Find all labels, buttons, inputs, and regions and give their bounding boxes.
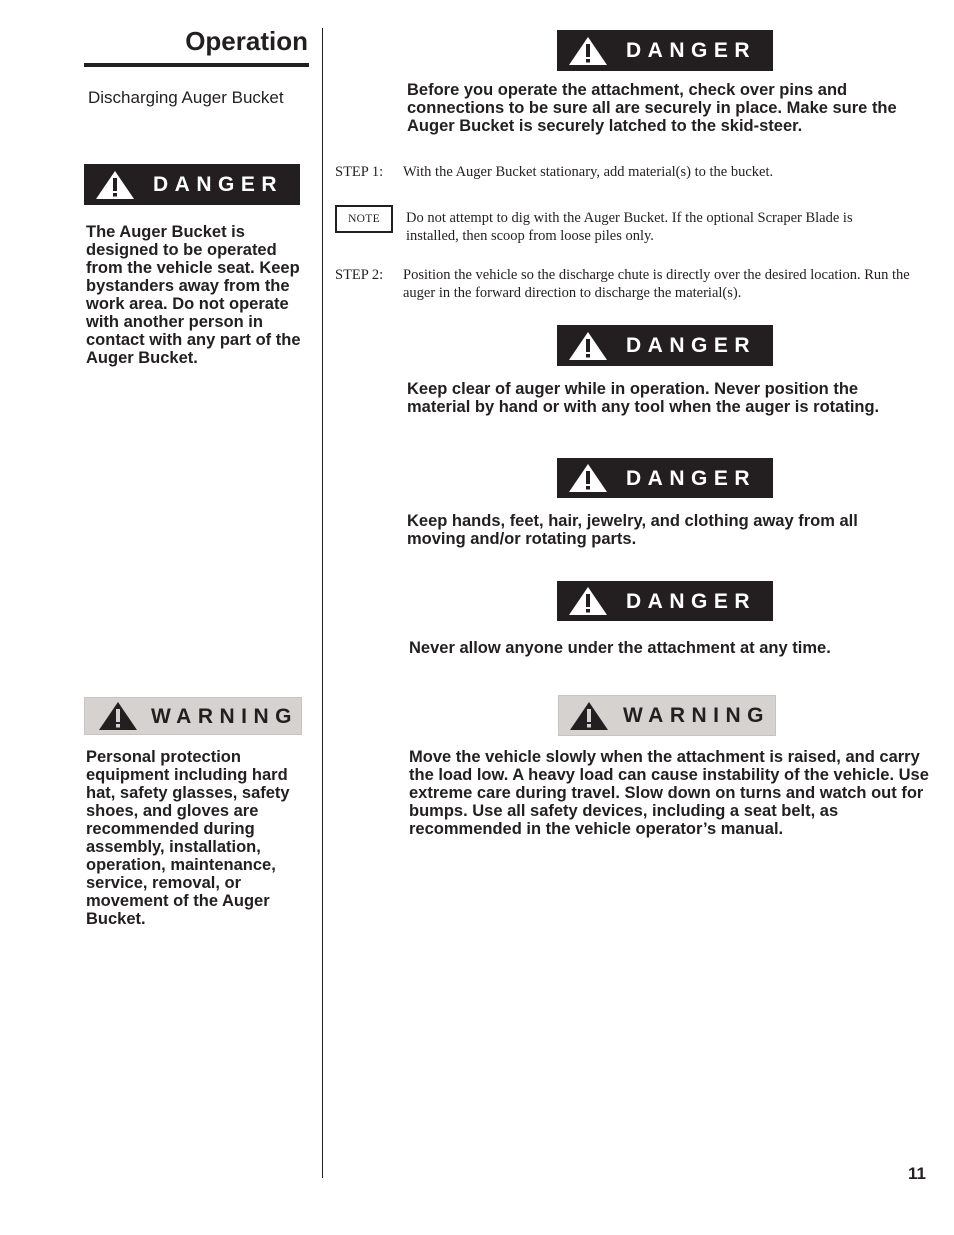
exclamation-triangle-icon <box>568 586 608 616</box>
step-1-text: With the Auger Bucket stationary, add material(s) to the bucket. <box>403 164 774 180</box>
warning-label: WARNING <box>623 704 770 727</box>
exclamation-triangle-icon <box>95 170 135 200</box>
warning-text-left: Personal protection equipment including hard hat, safety glasses, safety shoes, and gloves are recommended during assembly, installation, operation, maintenance, service, removal, or movement of the Auger Bucket. <box>86 748 290 928</box>
step-1-label: STEP 1: <box>335 164 384 180</box>
danger-label: DANGER <box>626 334 757 357</box>
warning-label: WARNING <box>151 704 298 728</box>
warning-sign-left <box>84 697 302 735</box>
section-subtitle: Discharging Auger Bucket <box>88 88 284 107</box>
danger-label: DANGER <box>626 589 757 613</box>
title-rule <box>84 63 309 67</box>
note-badge: NOTE <box>335 205 393 233</box>
exclamation-triangle-icon <box>568 331 608 361</box>
danger-text-1: Before you operate the attachment, check over pins and connections to be sure all are securely in place. Make sure the Auger Bucket is securely latched to the skid-steer. <box>407 81 897 135</box>
page-title: Operation <box>185 26 308 56</box>
danger-label: DANGER <box>153 173 284 196</box>
danger-sign-1 <box>557 30 773 71</box>
step-2-label: STEP 2: <box>335 267 384 283</box>
danger-sign-2 <box>557 325 773 366</box>
danger-label: DANGER <box>626 39 757 62</box>
danger-text-3: Keep hands, feet, hair, jewelry, and clothing away from all moving and/or rotating parts. <box>407 512 858 548</box>
danger-sign-3 <box>557 458 773 498</box>
exclamation-triangle-icon <box>569 701 609 731</box>
danger-text-left: The Auger Bucket is designed to be operated from the vehicle seat. Keep bystanders away from the work area. Do not operate with another person in contact with any part of the Auger Bucket. <box>86 223 301 367</box>
exclamation-triangle-icon <box>98 701 138 731</box>
danger-sign-left <box>84 164 300 205</box>
exclamation-triangle-icon <box>568 36 608 66</box>
step-2-text: Position the vehicle so the discharge chute is directly over the desired location. Run the auger in the forward direction to discharge the material(s). <box>403 267 910 301</box>
warning-text-1: Move the vehicle slowly when the attachment is raised, and carry the load low. A heavy load can cause instability of the vehicle. Use extreme care during travel. Slow down on turns and watch out for bumps. Use all safety devices, including a seat belt, as recommended in the vehicle operator’s manual. <box>409 748 929 838</box>
page-number: 11 <box>908 1164 926 1183</box>
note-text: Do not attempt to dig with the Auger Bucket. If the optional Scraper Blade is installed, then scoop from loose piles only. <box>406 210 853 244</box>
danger-text-4: Never allow anyone under the attachment at any time. <box>409 639 831 657</box>
column-divider <box>322 28 323 1178</box>
danger-label: DANGER <box>626 466 757 490</box>
exclamation-triangle-icon <box>568 463 608 493</box>
danger-sign-4 <box>557 581 773 621</box>
danger-text-2: Keep clear of auger while in operation. Never position the material by hand or with any tool when the auger is rotating. <box>407 380 880 416</box>
warning-sign-1 <box>558 695 776 736</box>
